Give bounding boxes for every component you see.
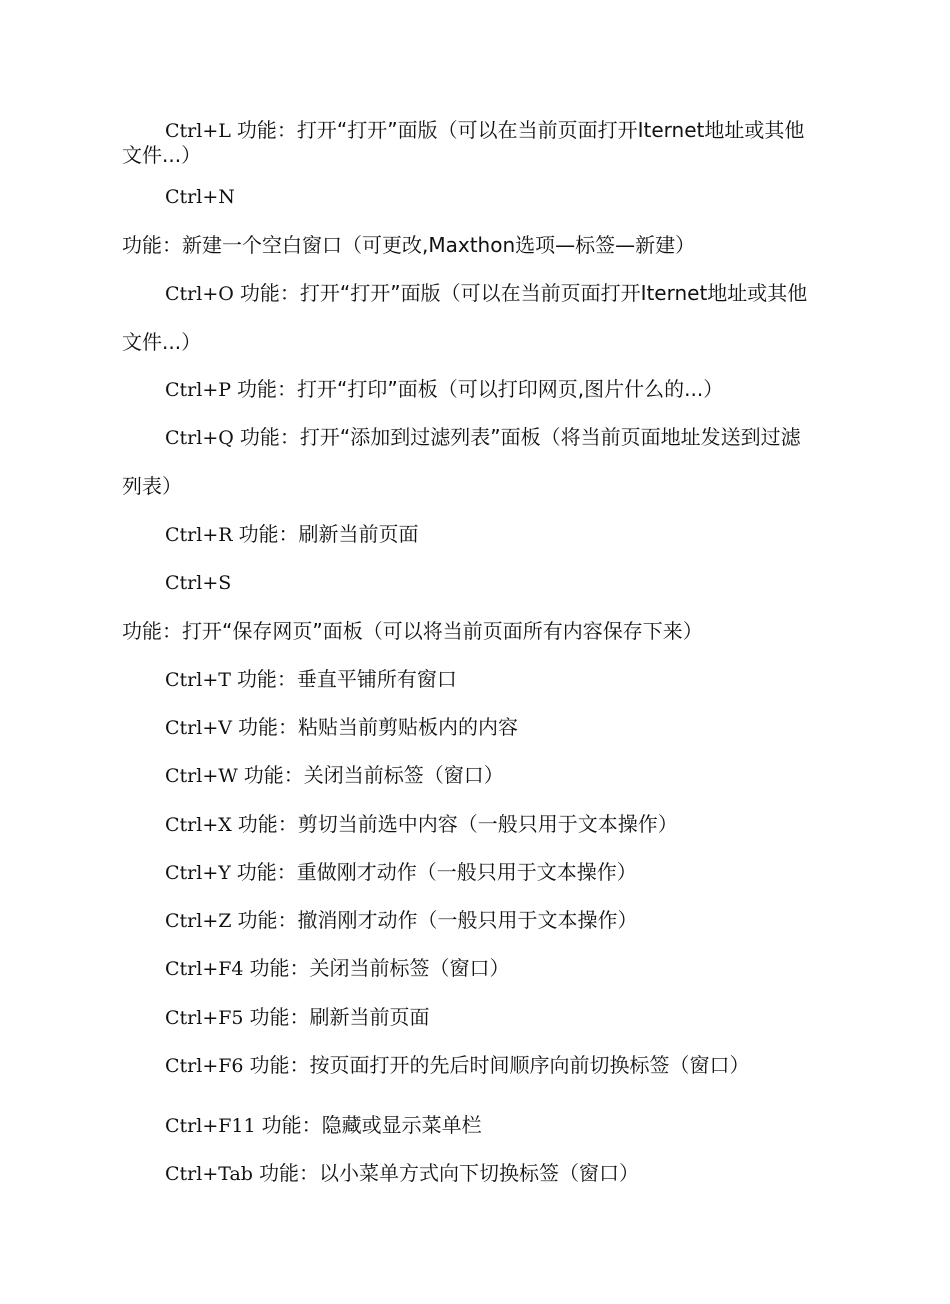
- shortcut-description: 功能：打开“打开”面版（可以在当前页面打开Iternet地址或其他文件...）: [122, 281, 808, 354]
- shortcut-entry-ctrl-tab: [122, 1149, 812, 1198]
- shortcut-key: Ctrl+Y: [165, 862, 231, 884]
- shortcut-entry-ctrl-z: [122, 896, 812, 945]
- shortcut-description: 功能：打开“保存网页”面板（可以将当前页面所有内容保存下来）: [122, 619, 703, 643]
- shortcut-key: Ctrl+F11: [165, 1115, 256, 1137]
- shortcut-entry-ctrl-r: [122, 510, 812, 559]
- shortcut-description: 功能：关闭当前标签（窗口）: [243, 763, 504, 787]
- shortcut-entry-ctrl-v: [122, 703, 812, 752]
- shortcut-key: Ctrl+R: [165, 524, 233, 546]
- shortcut-key: Ctrl+F5: [165, 1007, 244, 1029]
- shortcut-key: Ctrl+P: [165, 379, 232, 401]
- shortcut-description: 功能：以小菜单方式向下切换标签（窗口）: [258, 1161, 639, 1185]
- shortcut-description: 功能：打开“打开”面版（可以在当前页面打开Iternet地址或其他文件...）: [122, 118, 805, 167]
- shortcut-entry-ctrl-t: [122, 655, 812, 704]
- shortcut-description: 功能：垂直平铺所有窗口: [236, 667, 457, 691]
- shortcut-entry-ctrl-y: [122, 848, 812, 897]
- shortcut-entry-ctrl-l: [122, 118, 812, 167]
- shortcut-key: Ctrl+Q: [165, 427, 234, 449]
- shortcut-description: 功能：关闭当前标签（窗口）: [249, 956, 510, 980]
- shortcut-description: 功能：刷新当前页面: [238, 522, 419, 546]
- shortcut-key: Ctrl+O: [165, 283, 234, 305]
- shortcut-description: 功能：刷新当前页面: [249, 1005, 430, 1029]
- shortcut-key: Ctrl+N: [165, 186, 235, 208]
- shortcut-entry-ctrl-x: [122, 800, 812, 849]
- shortcut-entry-ctrl-w: [122, 751, 812, 800]
- shortcut-description: 功能：撤消刚才动作（一般只用于文本操作）: [237, 908, 638, 932]
- shortcut-entry-ctrl-s: [122, 558, 812, 655]
- shortcut-description: 功能：重做刚才动作（一般只用于文本操作）: [236, 860, 637, 884]
- shortcut-key: Ctrl+X: [165, 814, 232, 836]
- shortcut-entry-ctrl-f6: [122, 1041, 812, 1090]
- shortcut-key: Ctrl+F6: [165, 1055, 244, 1077]
- shortcut-entry-ctrl-p: [122, 365, 812, 414]
- shortcut-description: 功能：粘贴当前剪贴板内的内容: [237, 715, 518, 739]
- shortcut-key: Ctrl+F4: [165, 958, 244, 980]
- shortcut-key: Ctrl+T: [165, 669, 231, 691]
- shortcut-description: 功能：新建一个空白窗口（可更改,Maxthon选项—标签—新建）: [122, 233, 696, 257]
- shortcut-entry-ctrl-f5: [122, 993, 812, 1042]
- shortcut-entry-ctrl-o: [122, 269, 812, 366]
- shortcut-description: 功能：隐藏或显示菜单栏: [261, 1113, 482, 1137]
- shortcut-key: Ctrl+W: [165, 765, 238, 787]
- shortcut-description: 功能：打开“打印”面板（可以打印网页,图片什么的...）: [237, 377, 724, 401]
- shortcut-key: Ctrl+S: [165, 572, 232, 594]
- shortcut-key: Ctrl+Z: [165, 910, 232, 932]
- shortcut-key: Ctrl+L: [165, 120, 231, 142]
- shortcut-entry-ctrl-q: [122, 413, 812, 510]
- shortcut-description: 功能：剪切当前选中内容（一般只用于文本操作）: [237, 812, 678, 836]
- shortcut-description: 功能：打开“添加到过滤列表”面板（将当前页面地址发送到过滤列表）: [122, 425, 801, 498]
- shortcut-entry-ctrl-f4: [122, 944, 812, 993]
- shortcut-key: Ctrl+Tab: [165, 1163, 253, 1185]
- shortcut-key: Ctrl+V: [165, 717, 232, 739]
- shortcut-entry-ctrl-f11: [122, 1101, 812, 1150]
- shortcut-description: 功能：按页面打开的先后时间顺序向前切换标签（窗口）: [249, 1053, 750, 1077]
- shortcut-entry-ctrl-n: [122, 172, 812, 269]
